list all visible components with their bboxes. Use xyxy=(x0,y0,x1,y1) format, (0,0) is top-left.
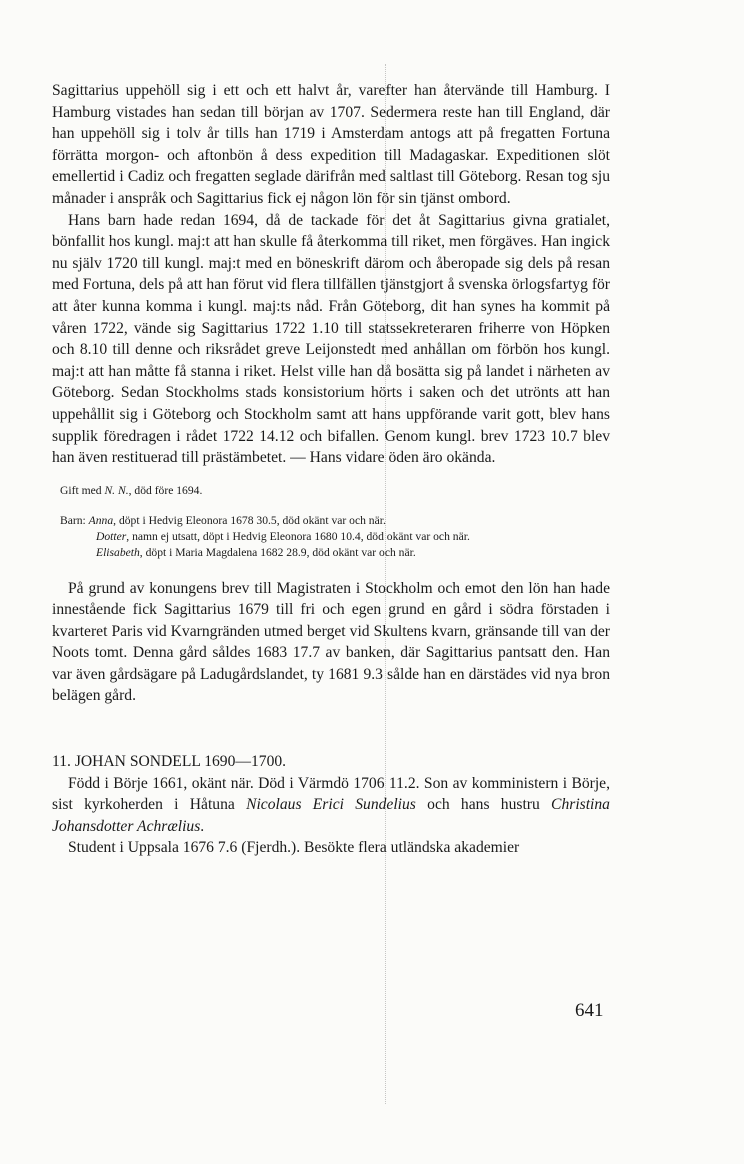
section-years: 1690—1700. xyxy=(204,753,287,771)
section-heading xyxy=(52,751,610,773)
child-entry xyxy=(96,545,610,561)
marriage-note xyxy=(60,483,610,499)
child-entry xyxy=(96,529,610,545)
paragraph-sagittarius-travels: Sagittarius uppehöll sig i ett och ett halvt år, varefter han återvände till Hamburg. I Hamburg vistades han sedan till början av 1707. Sedermera reste han till England, där han uppehöll sig i tolv år tills han 1719 i Amsterdam antogs att på fregatten Fortuna förrätta morgon- och aftonbön å dess expedition till Madagaskar. Expeditionen slöt emellertid i Cadiz och fregatten seglade därifrån med saltlast till Göteborg. Resan tog sju månader i anspråk och Sagittarius fick ej någon lön för sin tjänst ombord. xyxy=(52,82,610,207)
child-name: Dotter xyxy=(96,530,127,544)
birth-text: Född i Börje 1661, okänt när. Död i Värmdö 1706 11.2. Son av komministern i Börje, sist kyrkoherden i Håtuna xyxy=(52,774,610,814)
spouse-name: N. N. xyxy=(104,483,129,497)
marriage-prefix: Gift med xyxy=(60,483,105,497)
page-number: 641 xyxy=(575,1000,604,1021)
child-details: , döpt i Maria Magdalena 1682 28.9, död okänt var och när. xyxy=(139,546,416,560)
child-name: Elisabeth xyxy=(96,546,140,560)
birth-text-3: . xyxy=(200,817,205,835)
section-name: JOHAN SONDELL xyxy=(74,753,201,771)
paragraph-birth xyxy=(52,773,610,838)
paragraph-student: Student i Uppsala 1676 7.6 (Fjerdh.). Besökte flera utländska akademier xyxy=(68,839,520,857)
birth-text-2: och hans hustru xyxy=(415,796,552,814)
child-details: , namn ej utsatt, döpt i Hedvig Eleonora 1680 10.4, död okänt var och när. xyxy=(126,530,470,544)
marriage-suffix: , död före 1694. xyxy=(128,483,203,497)
section-number: 11. xyxy=(52,753,71,771)
father-name: Nicolaus Erici Sundelius xyxy=(246,796,416,814)
child-entry xyxy=(60,513,610,529)
paragraph-sagittarius-return: Hans barn hade redan 1694, då de tackade för det åt Sagittarius givna gratialet, bönfallit hos kungl. maj:t att han skulle få återkomma till riket, men förgäves. Han ingick nu själv 1720 till kungl. maj:t med en böneskrift därom och åberopade sig dels på resan med Fortuna, dels på att han förut vid flera tillfällen tjänstgjort å svenska örlogsfartyg för att åter kunna komma i kungl. maj:ts nåd. Från Göteborg, dit han synes ha kommit på våren 1722, vände sig Sagittarius 1722 1.10 till statssekreteraren friherre von Höpken och 8.10 till denne och riksrådet greve Leijonstedt med anhållan om förbön hos kungl. maj:t att han måtte få stanna i riket. Helst ville han då bosätta sig på landet i närheten av Göteborg. Sedan Stockholms stads konsistorium hörts i saken och det utrönts att han uppehållit sig i Göteborg och Stockholm samt att hans uppförande varit gott, blev hans supplik föredragen i rådet 1722 14.12 och bifallen. Genom kungl. brev 1723 10.7 blev han även restituerad till prästämbetet. — Hans vidare öden äro okända. xyxy=(52,211,610,467)
children-list xyxy=(60,513,610,562)
children-label: Barn: xyxy=(60,513,89,527)
paragraph-property: På grund av konungens brev till Magistraten i Stockholm och emot den lön han hade innestående fick Sagittarius 1679 till fri och egen grund en gård i södra förstaden i kvarteret Paris vid Kvarngränden utmed berget vid Skultens kvarn, gränsande till van der Noots tomt. Denna gård såldes 1683 17.7 av banken, där Sagittarius pantsatt den. Han var även gårdsägare på Ladugårdslandet, ty 1681 9.3 sålde han en därstädes vid nya bron belägen gård. xyxy=(52,579,610,705)
child-details: , döpt i Hedvig Eleonora 1678 30.5, död okänt var och när. xyxy=(113,513,386,527)
child-name: Anna xyxy=(88,513,114,527)
mother-name: Christina Johansdotter Achrælius xyxy=(52,796,610,835)
document-page xyxy=(52,80,610,859)
